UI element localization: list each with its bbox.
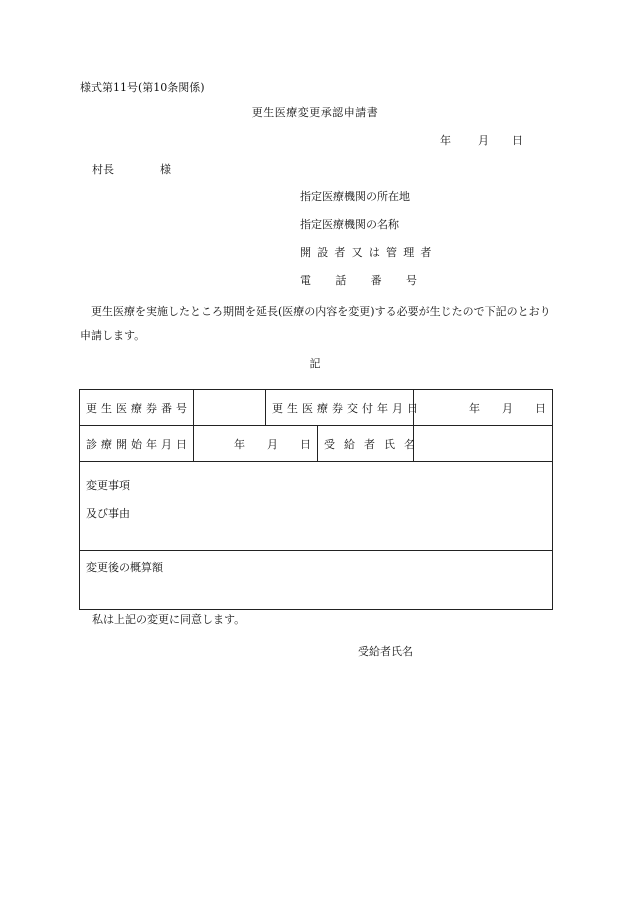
date-year-label: 年 [234,437,245,451]
table-row [80,462,553,551]
voucher-number-field[interactable] [194,390,266,426]
table-row [80,551,553,610]
phone-number-label [300,272,417,288]
phone-char: 号 [405,274,417,287]
date-day-label: 日 [535,401,547,415]
date-month-label: 月 [267,437,278,451]
date-day-label: 日 [300,437,311,451]
founder-char: 者 [420,246,438,259]
medical-institution-name-label: 指定医療機関の名称 [300,218,399,231]
addressee-suffix: 様 [160,163,171,176]
voucher-number-label: 更生医療券番号 [80,390,194,426]
voucher-issue-date-field[interactable] [414,390,553,426]
date-year-label: 年 [469,401,481,415]
phone-char: 電 [300,274,311,287]
date-day-label: 日 [512,134,523,147]
recipient-name-field[interactable] [414,426,553,462]
founder-char: は [368,246,387,259]
founder-or-manager-label [300,244,438,260]
treatment-start-date-label: 診療開始年月日 [80,426,194,462]
consent-statement: 私は上記の変更に同意します。 [92,613,246,626]
date-month-label: 月 [502,401,514,415]
application-form-table [79,389,553,610]
phone-char: 番 [370,274,382,287]
founder-char: 開 [300,246,318,259]
date-month-label: 月 [478,134,489,147]
table-row [80,390,553,426]
founder-char: 者 [334,246,352,259]
document-title: 更生医療変更承認申請書 [251,106,379,119]
medical-institution-address-label: 指定医療機関の所在地 [300,190,410,203]
recipient-signature-label: 受給者氏名 [358,645,413,658]
estimate-label: 変更後の概算額 [86,561,163,574]
and-reason-label: 及び事由 [86,507,130,520]
voucher-issue-date-label: 更生医療券交付年月日 [266,390,414,426]
ki-heading: 記 [309,357,321,370]
addressee-name: 村長 [92,163,114,176]
estimate-field[interactable] [80,551,553,610]
founder-char: 理 [403,246,421,259]
recipient-name-label: 受給者氏名 [318,426,414,462]
founder-char: 管 [386,246,404,259]
founder-char: 又 [351,246,369,259]
change-items-field[interactable] [80,462,553,551]
founder-char: 設 [317,246,335,259]
date-year-label: 年 [440,134,451,147]
table-row [80,426,553,462]
treatment-start-date-field[interactable] [194,426,318,462]
phone-char: 話 [335,274,347,287]
change-items-label: 変更事項 [86,479,130,492]
application-statement: 更生医療を実施したところ期間を延長(医療の内容を変更)する必要が生じたので下記のとおり申請します。 [80,305,551,342]
form-number: 様式第11号(第10条関係) [80,81,205,94]
